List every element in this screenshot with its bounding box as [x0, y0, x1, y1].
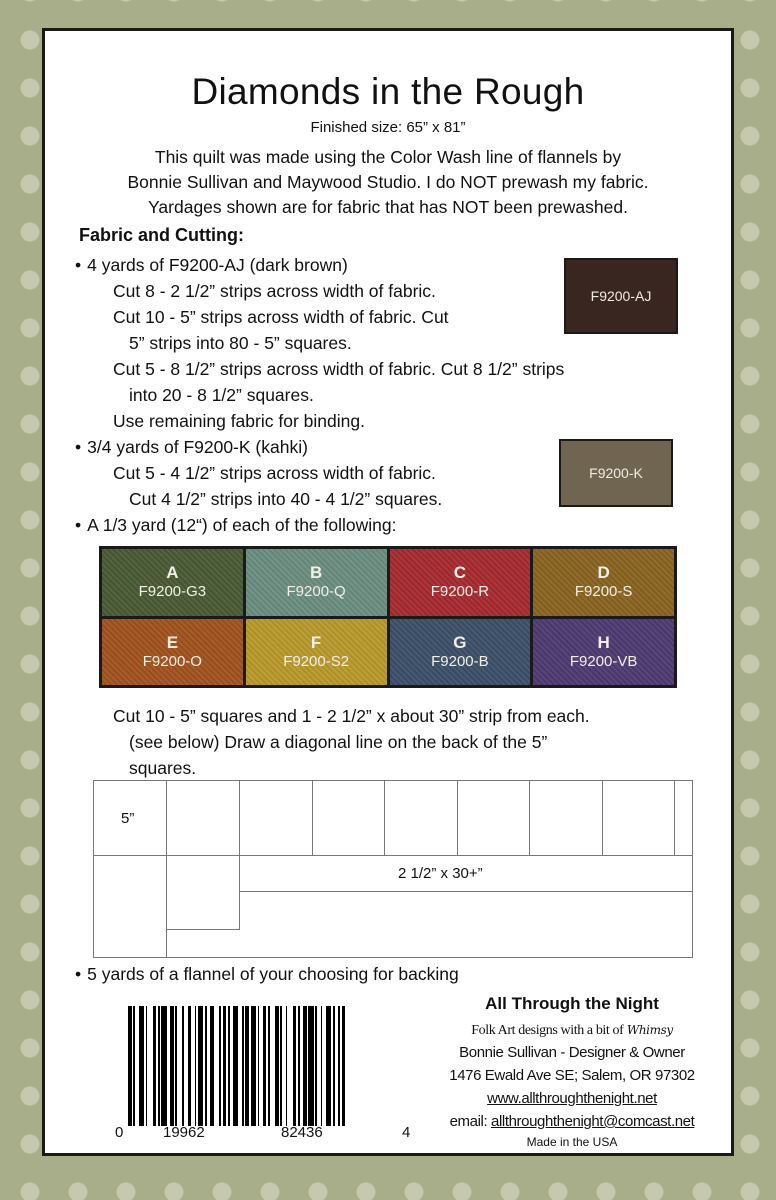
company-designer: Bonnie Sullivan - Designer & Owner: [459, 1044, 685, 1061]
company-email[interactable]: email: allthroughthenight@comcast.net: [449, 1113, 695, 1130]
list-item: • 3/4 yards of F9200-K (kahki): [75, 437, 308, 458]
square-cell: [529, 780, 603, 856]
square-cell: [166, 780, 240, 856]
barcode-bar: [345, 1006, 350, 1126]
square-cell: [312, 780, 385, 856]
cut-line: Cut 4 1/2” strips into 40 - 4 1/2” squares.: [129, 489, 443, 509]
cut-instruction: squares.: [129, 758, 197, 778]
company-name: All Through the Night: [485, 994, 659, 1013]
barcode-digits: 19962: [163, 1124, 205, 1141]
finished-size: Finished size: 65” x 81”: [310, 119, 466, 136]
cut-line: 5” strips into 80 - 5” squares.: [129, 333, 352, 353]
square-cell: [384, 780, 458, 856]
cutting-diagram: [93, 780, 693, 958]
square-cell: [239, 780, 313, 856]
square-cell: [602, 780, 675, 856]
fabric-swatch: C F9200-R: [390, 549, 531, 616]
barcode-digits: 82436: [281, 1124, 323, 1141]
square-cell: [457, 780, 530, 856]
fabric-swatch: B F9200-Q: [246, 549, 387, 616]
fabric-swatch: A F9200-G3: [102, 549, 243, 616]
pattern-title: Diamonds in the Rough: [191, 71, 585, 112]
list-item: • 5 yards of a flannel of your choosing for backing: [75, 964, 459, 985]
company-tagline: Folk Art designs with a bit of Whimsy: [471, 1023, 673, 1038]
cut-instruction: Cut 10 - 5” squares and 1 - 2 1/2” x about 30” strip from each.: [113, 706, 590, 726]
list-item: • 4 yards of F9200-AJ (dark brown): [75, 255, 348, 276]
fabric-swatch-dark-brown: F9200-AJ: [564, 258, 678, 334]
company-website[interactable]: www.allthroughthenight.net: [487, 1090, 657, 1107]
barcode-digit: 0: [115, 1124, 124, 1141]
fabric-swatch: H F9200-VB: [533, 619, 674, 686]
cut-line: into 20 - 8 1/2” squares.: [129, 385, 314, 405]
cut-line: Cut 5 - 4 1/2” strips across width of fabric.: [113, 463, 436, 483]
cut-instruction: (see below) Draw a diagonal line on the back of the 5”: [129, 732, 548, 752]
list-item: • A 1/3 yard (12“) of each of the following:: [75, 515, 396, 536]
cut-line: Cut 5 - 8 1/2” strips across width of fabric. Cut 8 1/2” strips: [113, 359, 565, 379]
fabric-swatch: E F9200-O: [102, 619, 243, 686]
square-cell: [93, 855, 167, 958]
intro-line: Bonnie Sullivan and Maywood Studio. I do NOT prewash my fabric.: [127, 172, 649, 192]
barcode-digit: 4: [402, 1124, 411, 1141]
cut-line: Use remaining fabric for binding.: [113, 411, 365, 431]
strip-size-label: 2 1/2” x 30+”: [398, 865, 483, 882]
intro-line: Yardages shown are for fabric that has NOT been prewashed.: [148, 197, 628, 217]
fabric-swatch: D F9200-S: [533, 549, 674, 616]
section-heading: Fabric and Cutting:: [79, 225, 244, 245]
cut-line: Cut 8 - 2 1/2” strips across width of fabric.: [113, 281, 436, 301]
pattern-card: [42, 28, 734, 1156]
intro-line: This quilt was made using the Color Wash line of flannels by: [154, 147, 622, 167]
made-in-label: Made in the USA: [526, 1135, 618, 1149]
square-size-label: 5”: [121, 810, 135, 827]
company-address: 1476 Ewald Ave SE; Salem, OR 97302: [449, 1067, 695, 1084]
barcode: [128, 1006, 396, 1126]
fabric-swatch: G F9200-B: [390, 619, 531, 686]
cut-line: Cut 10 - 5” strips across width of fabric. Cut: [113, 307, 449, 327]
square-cell: [166, 855, 240, 930]
fabric-swatch-kahki: F9200-K: [559, 439, 673, 507]
fabric-swatch: F F9200-S2: [246, 619, 387, 686]
fabric-swatch-grid: [99, 546, 677, 688]
